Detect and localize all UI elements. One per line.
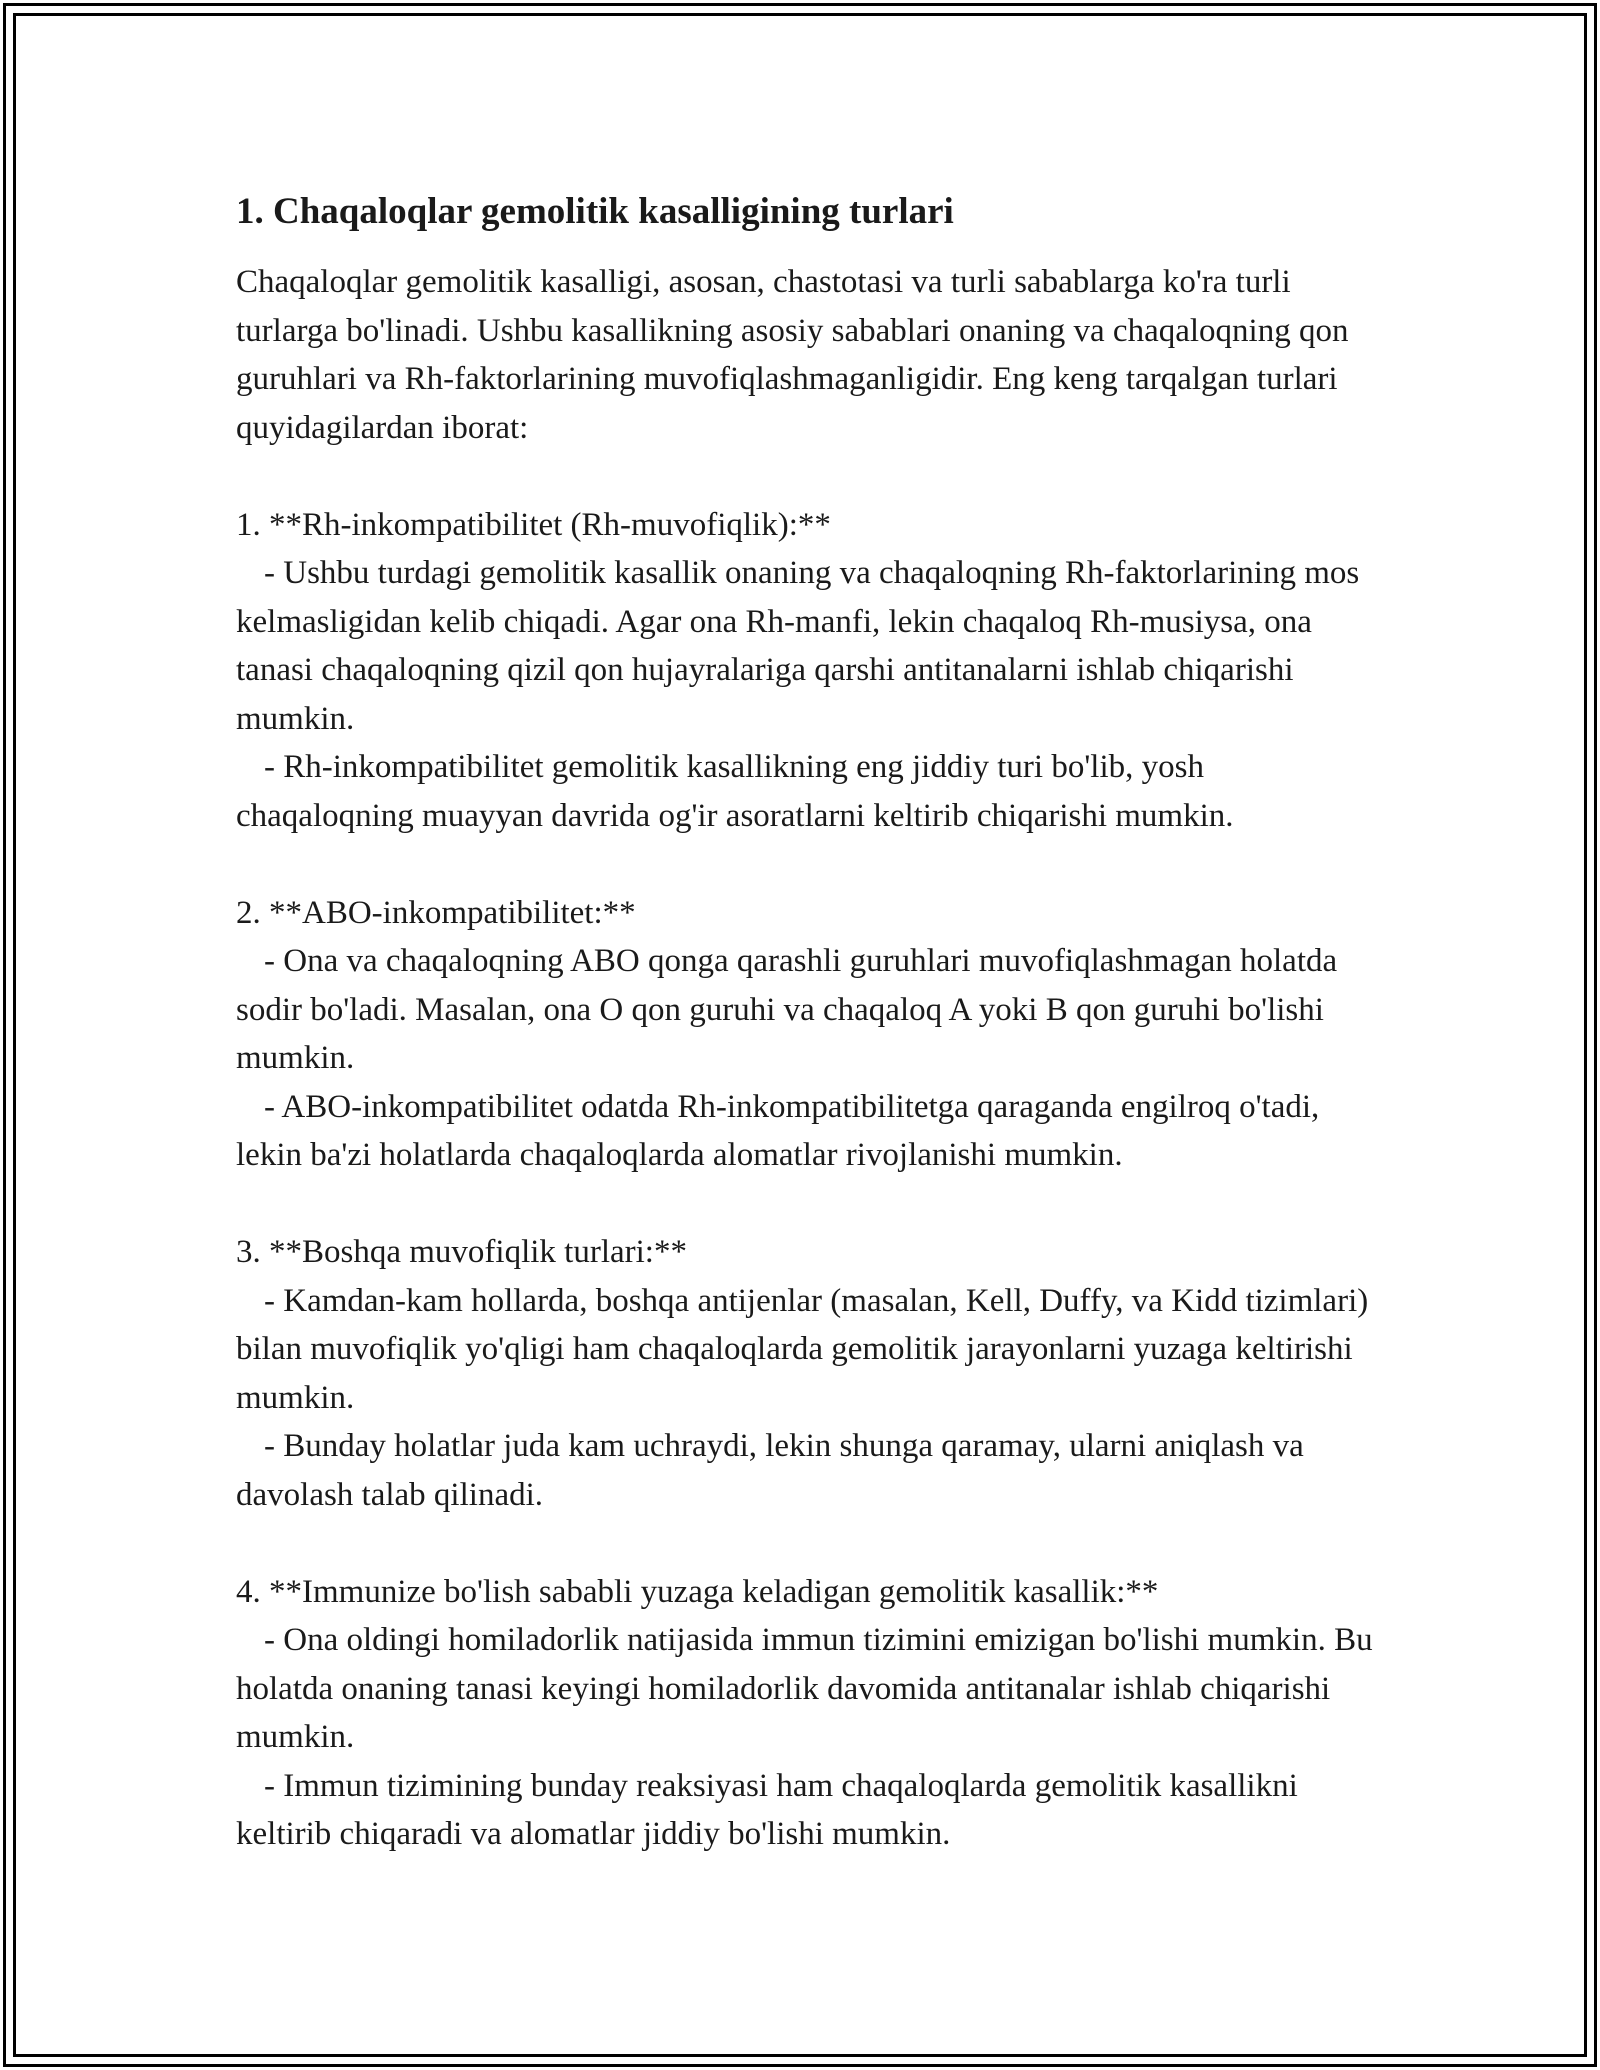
section-1-heading: 1. **Rh-inkompatibilitet (Rh-muvofiqlik):** [236, 506, 831, 543]
section-3-bullet-1: - Kamdan-kam hollarda, boshqa antijenlar (masalan, Kell, Duffy, va Kidd tizimlari) bilan muvofiqlik yo'qligi ham chaqaloqlarda gemolitik jarayonlarni yuzaga keltirishi mumkin. [236, 1282, 1369, 1416]
spacer [236, 452, 1376, 501]
section-1-bullet-2: - Rh-inkompatibilitet gemolitik kasallikning eng jiddiy turi bo'lib, yosh chaqaloqning muayyan davrida og'ir asoratlarni keltirib chiqarishi mumkin. [236, 749, 1234, 834]
section-4-bullet-2: - Immun tizimining bunday reaksiyasi ham chaqaloqlarda gemolitik kasallikni keltirib chiqaradi va alomatlar jiddiy bo'lishi mumkin. [236, 1767, 1298, 1852]
spacer [236, 1180, 1376, 1229]
section-2-bullet-1: - Ona va chaqaloqning ABO qonga qarashli guruhlari muvofiqlashmagan holatda sodir bo'ladi. Masalan, ona O qon guruhi va chaqaloq A yoki B qon guruhi bo'lishi mumkin. [236, 943, 1338, 1076]
section-4-bullet-1: - Ona oldingi homiladorlik natijasida immun tizimini emizigan bo'lishi mumkin. Bu holatda onaning tanasi keyingi homiladorlik davomida antitanalar ishlab chiqarishi mumkin. [236, 1622, 1373, 1755]
section-2-heading: 2. **ABO-inkompatibilitet:** [236, 894, 636, 931]
section-1-bullet-1: - Ushbu turdagi gemolitik kasallik onaning va chaqaloqning Rh-faktorlarining mos kelmasligidan kelib chiqadi. Agar ona Rh-manfi, lekin chaqaloq Rh-musiysa, ona tanasi chaqaloqning qizil qon hujayralariga qarshi antitanalarni ishlab chiqarishi mumkin. [236, 555, 1360, 737]
intro-paragraph: Chaqaloqlar gemolitik kasalligi, asosan, chastotasi va turli sabablarga ko'ra turli turlarga bo'linadi. Ushbu kasallikning asosiy sabablari onaning va chaqaloqning qon guruhlari va Rh-faktorlarining muvofiqlashmaganligidir. Eng keng tarqalgan turlari quyidagilardan iborat: [236, 264, 1349, 446]
spacer [236, 840, 1376, 889]
document-title: 1. Chaqaloqlar gemolitik kasalligining turlari [236, 191, 954, 232]
section-4-heading: 4. **Immunize bo'lish sababli yuzaga keladigan gemolitik kasallik:** [236, 1573, 1159, 1610]
section-3-heading: 3. **Boshqa muvofiqlik turlari:** [236, 1234, 687, 1270]
spacer [236, 1519, 1376, 1568]
section-3-bullet-2: - Bunday holatlar juda kam uchraydi, lekin shunga qaramay, ularni aniqlash va davolash talab qilinadi. [236, 1428, 1304, 1513]
document-body [236, 188, 1376, 1859]
section-2-bullet-2: - ABO-inkompatibilitet odatda Rh-inkompatibilitetga qaraganda engilroq o'tadi, lekin ba'zi holatlarda chaqaloqlarda alomatlar rivojlanishi mumkin. [236, 1088, 1320, 1173]
